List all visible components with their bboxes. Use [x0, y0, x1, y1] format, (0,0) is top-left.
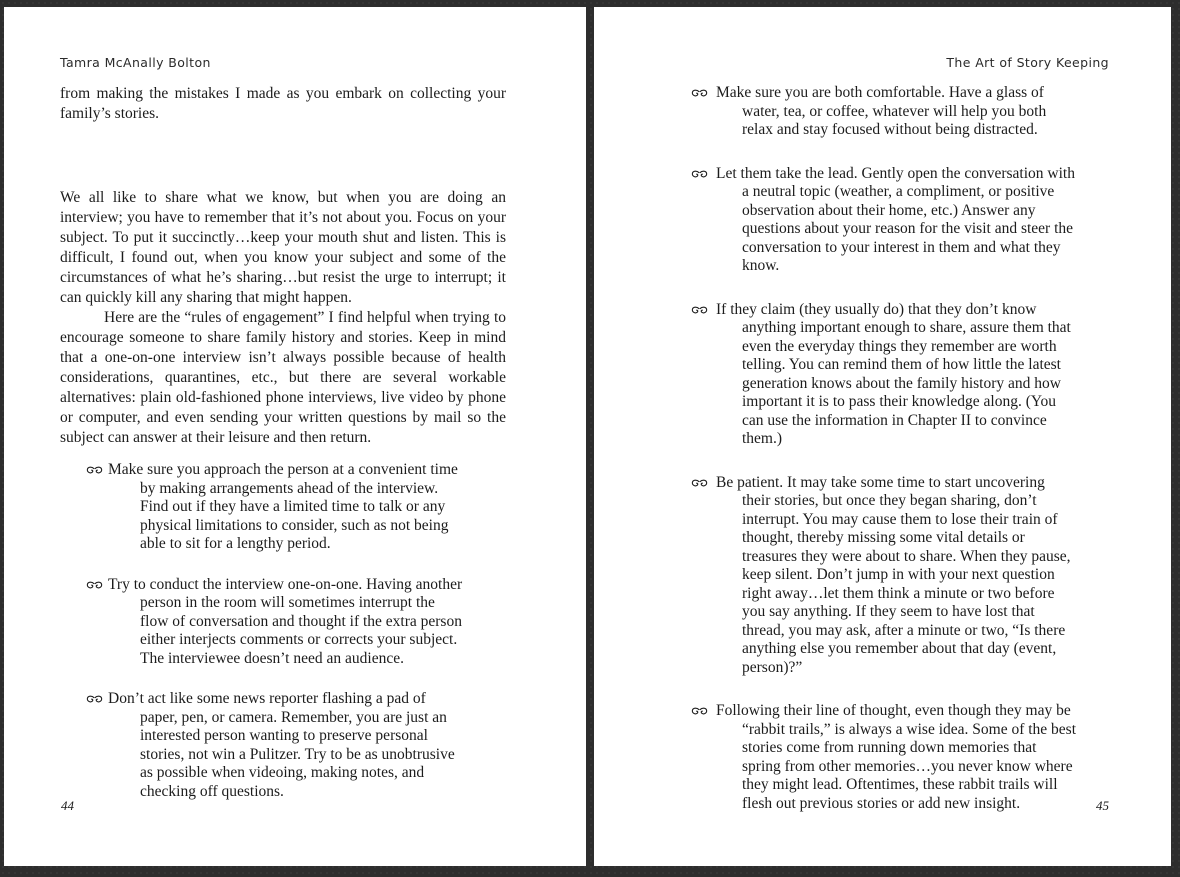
vine-bullet-icon — [691, 306, 708, 315]
running-head-title: The Art of Story Keeping — [946, 55, 1109, 70]
list-item-text: Make sure you approach the person at a convenient time by making arrangements ahead of the interview. Find out if they have a limited time to talk or any physical limitations to consider, such as not being able to sit for a lengthy period. — [108, 461, 458, 552]
list-item-text: If they claim (they usually do) that they don’t know anything important enough to share, assure them that even the everyday things they remember are worth telling. You can remind them of how little the latest generation knows about the family history and how important it is to pass their knowledge along. (You can use the information in Chapter II to convince them.) — [716, 300, 1071, 447]
body-paragraph: Here are the “rules of engagement” I find helpful when trying to encourage someone to share family history and stories. Keep in mind that a one-on-one interview isn’t always possible because of health considerations, quarantines, etc., but there are several workable alternatives: plain old-fashioned phone interviews, live video by phone or computer, and even sending your written questions by mail so the subject can answer at their leisure and then return. — [60, 309, 506, 446]
paragraph-list — [60, 84, 506, 448]
vine-bullet-icon — [86, 466, 103, 475]
left-page — [4, 7, 586, 866]
right-page-content — [690, 84, 1120, 838]
vine-bullet-icon — [86, 581, 103, 590]
page-number-right: 45 — [1096, 798, 1109, 813]
list-item-text: Be patient. It may take some time to start uncovering their stories, but once they began sharing, don’t interrupt. You may cause them to lose their train of thought, thereby missing some vital details or treasures they were about to share. When they pause, keep silent. Don’t jump in with your next question right away…let them think a minute or two before you say anything. If they seem to have lost that thread, you may ask, after a minute or two, “Is there anything else you remember about that day (event, person)?” — [716, 473, 1071, 676]
left-page-content — [60, 84, 506, 823]
vine-bullet-icon — [691, 479, 708, 488]
list-item-text: Let them take the lead. Gently open the conversation with a neutral topic (weather, a compliment, or positive observation about their home, etc.) Answer any questions about your reason for the visit and steer the conversation to your interest in them and what they know. — [716, 164, 1075, 274]
right-page — [594, 7, 1171, 866]
list-item — [85, 576, 463, 669]
list-item — [85, 690, 463, 801]
list-item-text: Try to conduct the interview one-on-one. Having another person in the room will sometimes interrupt the flow of conversation and thought if the extra person either interjects comments or corrects your subject. The interviewee doesn’t need an audience. — [108, 575, 463, 667]
list-item — [690, 474, 1076, 678]
list-item-text: Following their line of thought, even though they may be “rabbit trails,” is always a wise idea. Some of the best stories come from running down memories that spring from other memories…you never know where they might lead. Oftentimes, these rabbit trails will flesh out previous stories or add new insight. — [716, 702, 1077, 812]
list-item — [690, 165, 1076, 276]
vine-bullet-icon — [691, 170, 708, 179]
bullet-list — [60, 461, 506, 801]
vine-bullet-icon — [691, 89, 708, 98]
running-head-author: Tamra McAnally Bolton — [60, 55, 211, 70]
list-item-text: Make sure you are both comfortable. Have a glass of water, tea, or coffee, whatever will help you both relax and stay focused without being distracted. — [716, 84, 1047, 138]
list-item — [85, 461, 463, 554]
list-item — [690, 84, 1076, 140]
body-paragraph: from making the mistakes I made as you embark on collecting your family’s stories. — [60, 85, 506, 122]
list-item-text: Don’t act like some news reporter flashing a pad of paper, pen, or camera. Remember, you are just an interested person wanting to preserve personal stories, not win a Pulitzer. Try to be as unobtrusive as possible when videoing, making notes, and checking off questions. — [108, 690, 455, 800]
page-number-left: 44 — [61, 798, 74, 813]
vine-bullet-icon — [691, 707, 708, 716]
list-item — [690, 702, 1076, 813]
vine-bullet-icon — [86, 695, 103, 704]
list-item — [690, 301, 1076, 449]
body-paragraph: We all like to share what we know, but when you are doing an interview; you have to remember that it’s not about you. Focus on your subject. To put it succinctly…keep your mouth shut and listen. This is difficult, I found out, when you know your subject and some of the circumstances of what he’s sharing…but resist the urge to interrupt; it can quickly kill any sharing that might happen. — [60, 189, 506, 306]
bullet-list — [690, 84, 1120, 813]
